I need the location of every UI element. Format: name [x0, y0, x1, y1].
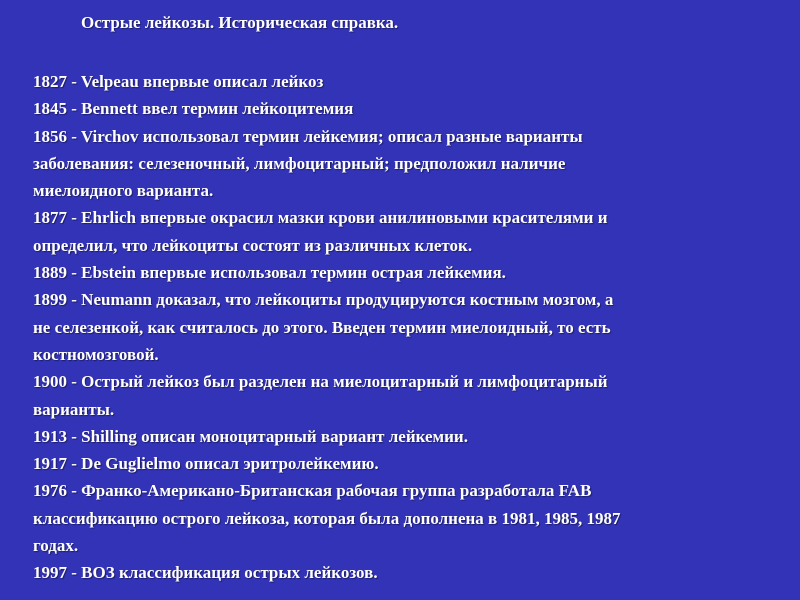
text-line-1976-cont-2: годах. — [33, 536, 79, 556]
text-line-1856-cont-1: заболевания: селезеночный, лимфоцитарный; предположил наличие — [33, 153, 566, 173]
text-line-1976: 1976 - Франко-Американо-Британская рабочая группа разработала FAB — [33, 481, 592, 501]
text-line-1917: 1917 - De Guglielmo описал эритролейкемию. — [33, 454, 379, 474]
text-line-1877: 1877 - Ehrlich впервые окрасил мазки крови анилиновыми красителями и — [33, 208, 608, 228]
text-line-1877-cont: определил, что лейкоциты состоят из различных клеток. — [33, 235, 473, 255]
text-line-1845: 1845 - Bennett ввел термин лейкоцитемия — [33, 99, 354, 119]
text-line-1899-cont-2: костномозговой. — [33, 344, 159, 364]
text-line-1856-cont-2: миелоидного варианта. — [33, 181, 214, 201]
history-text-block — [33, 68, 793, 587]
text-line-1889: 1889 - Ebstein впервые использовал термин острая лейкемия. — [33, 263, 506, 283]
text-line-1997: 1997 - ВОЗ классификация острых лейкозов. — [33, 563, 378, 583]
slide-title: Острые лейкозы. Историческая справка. — [81, 13, 399, 32]
text-line-1976-cont-1: классификацию острого лейкоза, которая была дополнена в 1981, 1985, 1987 — [33, 508, 621, 528]
text-line-1856: 1856 - Virchov использовал термин лейкемия; описал разные варианты — [33, 126, 583, 146]
text-line-1899-cont-1: не селезенкой, как считалось до этого. Введен термин миелоидный, то есть — [33, 317, 611, 337]
text-line-1827: 1827 - Velpeau впервые описал лейкоз — [33, 72, 324, 91]
text-line-1899: 1899 - Neumann доказал, что лейкоциты продуцируются костным мозгом, а — [33, 290, 614, 310]
text-line-1913: 1913 - Shilling описан моноцитарный вариант лейкемии. — [33, 426, 468, 446]
text-line-1900: 1900 - Острый лейкоз был разделен на миелоцитарный и лимфоцитарный — [33, 372, 608, 392]
text-line-1900-cont: варианты. — [33, 399, 115, 419]
